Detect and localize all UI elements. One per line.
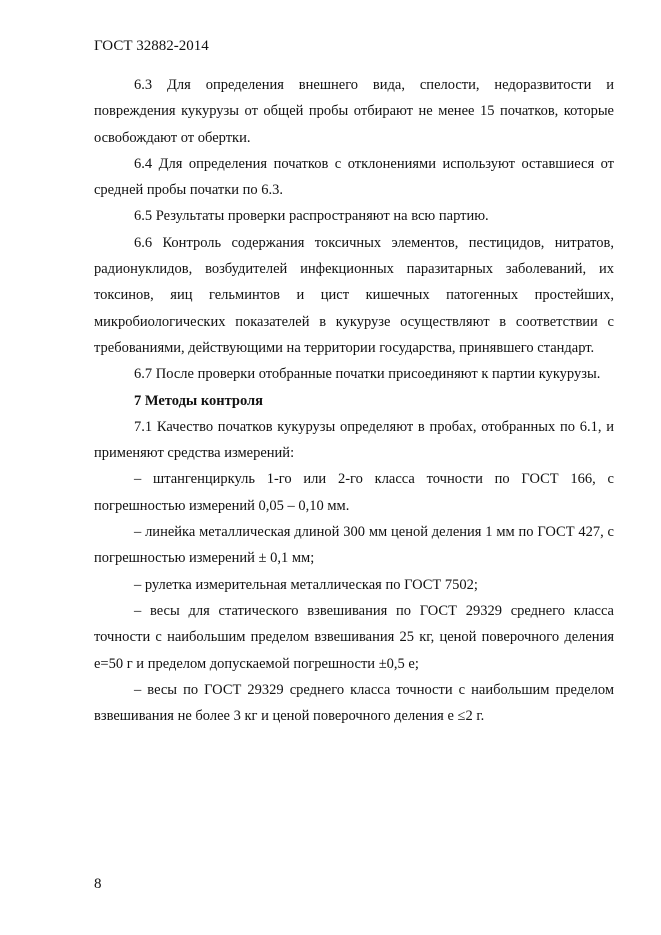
paragraph-7-1: 7.1 Качество початков кукурузы определяют в пробах, отобранных по 6.1, и применяют средства измерений: — [94, 418, 614, 462]
list-item: – штангенциркуль 1-го или 2-го класса точности по ГОСТ 166, с погрешностью измерений 0,05 – 0,10 мм. — [94, 471, 614, 514]
list-item: – линейка металлическая длиной 300 мм ценой деления 1 мм по ГОСТ 427, с погрешностью измерений ± 0,1 мм; — [94, 524, 614, 567]
section-heading: 7 Методы контроля — [134, 392, 264, 409]
paragraph-6-7: 6.7 После проверки отобранные початки присоединяют к партии кукурузы. — [134, 366, 601, 383]
list-item: – весы для статического взвешивания по ГОСТ 29329 среднего класса точности с наибольшим пределом взвешивания 25 кг, ценой поверочного деления е=50 г и пределом допускаемой погрешности ±0,5 е; — [94, 602, 614, 672]
list-item: – весы по ГОСТ 29329 среднего класса точности с наибольшим пределом взвешивания не более 3 кг и ценой поверочного деления е ≤2 г. — [94, 681, 614, 725]
list-item: – рулетка измерительная металлическая по ГОСТ 7502; — [134, 576, 478, 593]
document-body — [94, 72, 614, 729]
paragraph-6-6: 6.6 Контроль содержания токсичных элементов, пестицидов, нитратов, радионуклидов, возбудителей инфекционных паразитарных заболеваний, их токсинов, яиц гельминтов и цист кишечных патогенных простейших, микробиологических показателей в кукурузе осуществляют в соответствии с требованиями, действующими на территории государства, принявшего стандарт. — [94, 234, 614, 356]
paragraph-6-4: 6.4 Для определения початков с отклонениями используют оставшиеся от средней пробы початки по 6.3. — [94, 155, 614, 199]
paragraph-6-3: 6.3 Для определения внешнего вида, спелости, недоразвитости и повреждения кукурузы от общей пробы отбирают не менее 15 початков, которые освобождают от обертки. — [94, 77, 614, 146]
paragraph-6-5: 6.5 Результаты проверки распространяют на всю партию. — [134, 208, 489, 225]
document-header: ГОСТ 32882-2014 — [94, 38, 209, 54]
page-number: 8 — [94, 876, 102, 892]
